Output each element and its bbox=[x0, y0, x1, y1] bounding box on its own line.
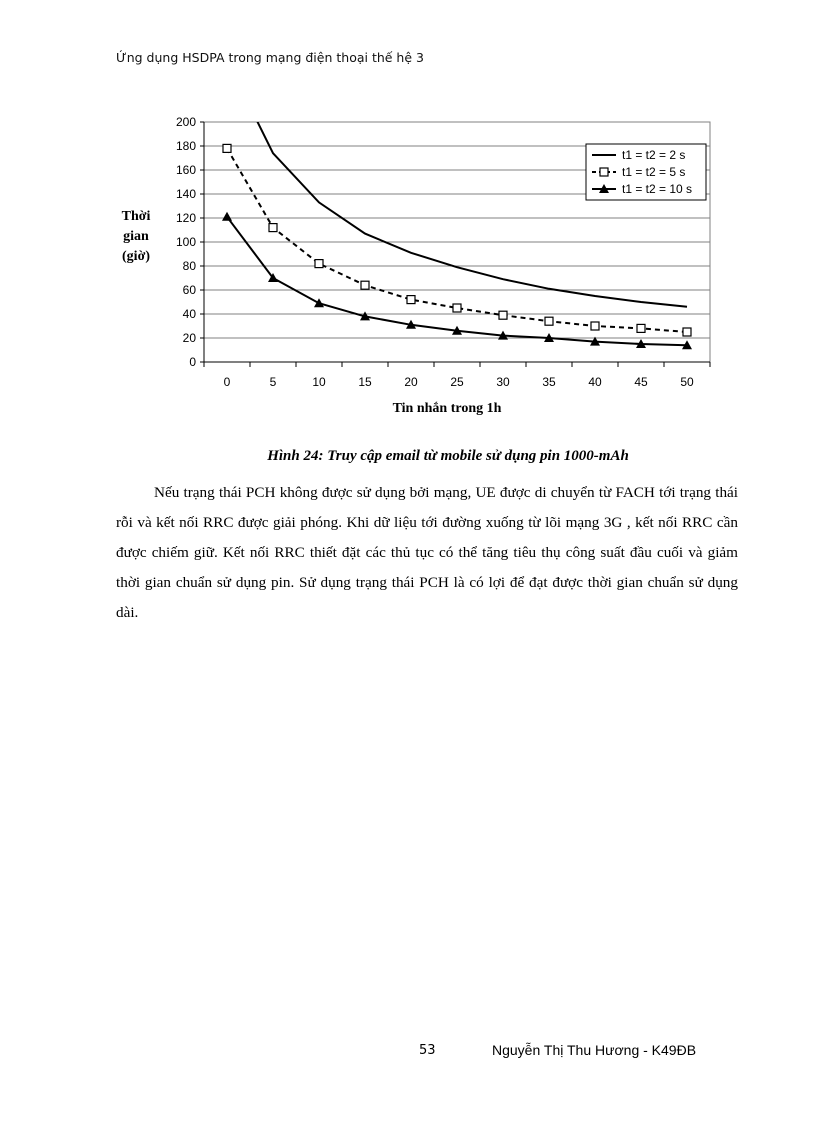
x-tick-label: 5 bbox=[269, 375, 277, 389]
x-axis-label: Tin nhắn trong 1h bbox=[392, 401, 502, 416]
legend-label: t1 = t2 = 10 s bbox=[622, 182, 693, 196]
x-tick-label: 30 bbox=[496, 375, 510, 389]
data-point bbox=[315, 260, 323, 268]
data-point bbox=[637, 324, 645, 332]
x-tick-label: 15 bbox=[358, 375, 372, 389]
y-tick-label: 180 bbox=[175, 139, 196, 153]
y-tick-label: 0 bbox=[189, 355, 196, 369]
running-header: Ứng dụng HSDPA trong mạng điện thoại thế hệ 3 bbox=[116, 50, 424, 65]
data-point bbox=[683, 328, 691, 336]
y-tick-label: 40 bbox=[182, 307, 196, 321]
data-point bbox=[499, 311, 507, 319]
data-point bbox=[453, 304, 461, 312]
legend-label: t1 = t2 = 2 s bbox=[622, 148, 686, 162]
data-point bbox=[361, 281, 369, 289]
y-axis-label: Thời bbox=[121, 209, 151, 224]
x-tick-label: 40 bbox=[588, 375, 602, 389]
y-tick-label: 80 bbox=[182, 259, 196, 273]
y-axis-label: gian bbox=[123, 229, 149, 244]
x-tick-label: 0 bbox=[223, 375, 231, 389]
body-paragraph: Nếu trạng thái PCH không được sử dụng bởi mạng, UE được di chuyển từ FACH tới trạng thái rỗi và kết nối RRC được giải phóng. Khi dữ liệu tới đường xuống từ lõi mạng 3G , kết nối RRC cần được chiếm giữ. Kết nối RRC thiết đặt các thủ tục có thể tăng tiêu thụ công suất đầu cuối và giảm thời gian chuẩn sử dụng pin. Sử dụng trạng thái PCH là có lợi để đạt được thời gian chuẩn sử dụng dài. bbox=[116, 484, 738, 621]
footer-author: Nguyễn Thị Thu Hương - K49ĐB bbox=[492, 1042, 697, 1058]
chart bbox=[112, 108, 722, 420]
legend-label: t1 = t2 = 5 s bbox=[622, 165, 686, 179]
figure-caption: Hình 24: Truy cập email từ mobile sử dụng pin 1000-mAh bbox=[267, 448, 629, 464]
data-point bbox=[591, 322, 599, 330]
x-tick-label: 25 bbox=[450, 375, 464, 389]
x-tick-label: 50 bbox=[680, 375, 694, 389]
data-point bbox=[407, 296, 415, 304]
y-tick-label: 160 bbox=[175, 163, 196, 177]
y-tick-label: 200 bbox=[175, 115, 196, 129]
battery-time-chart bbox=[112, 108, 722, 420]
x-tick-label: 20 bbox=[404, 375, 418, 389]
y-axis-label: (giờ) bbox=[122, 249, 150, 264]
legend-marker bbox=[600, 168, 608, 176]
y-tick-label: 20 bbox=[182, 331, 196, 345]
data-point bbox=[223, 144, 231, 152]
y-tick-label: 120 bbox=[175, 211, 196, 225]
x-tick-label: 35 bbox=[542, 375, 556, 389]
data-point bbox=[269, 224, 277, 232]
y-tick-label: 100 bbox=[175, 235, 196, 249]
data-point bbox=[545, 317, 553, 325]
y-tick-label: 140 bbox=[175, 187, 196, 201]
x-tick-label: 10 bbox=[312, 375, 326, 389]
x-tick-label: 45 bbox=[634, 375, 648, 389]
y-tick-label: 60 bbox=[182, 283, 196, 297]
page-number: 53 bbox=[419, 1043, 436, 1058]
